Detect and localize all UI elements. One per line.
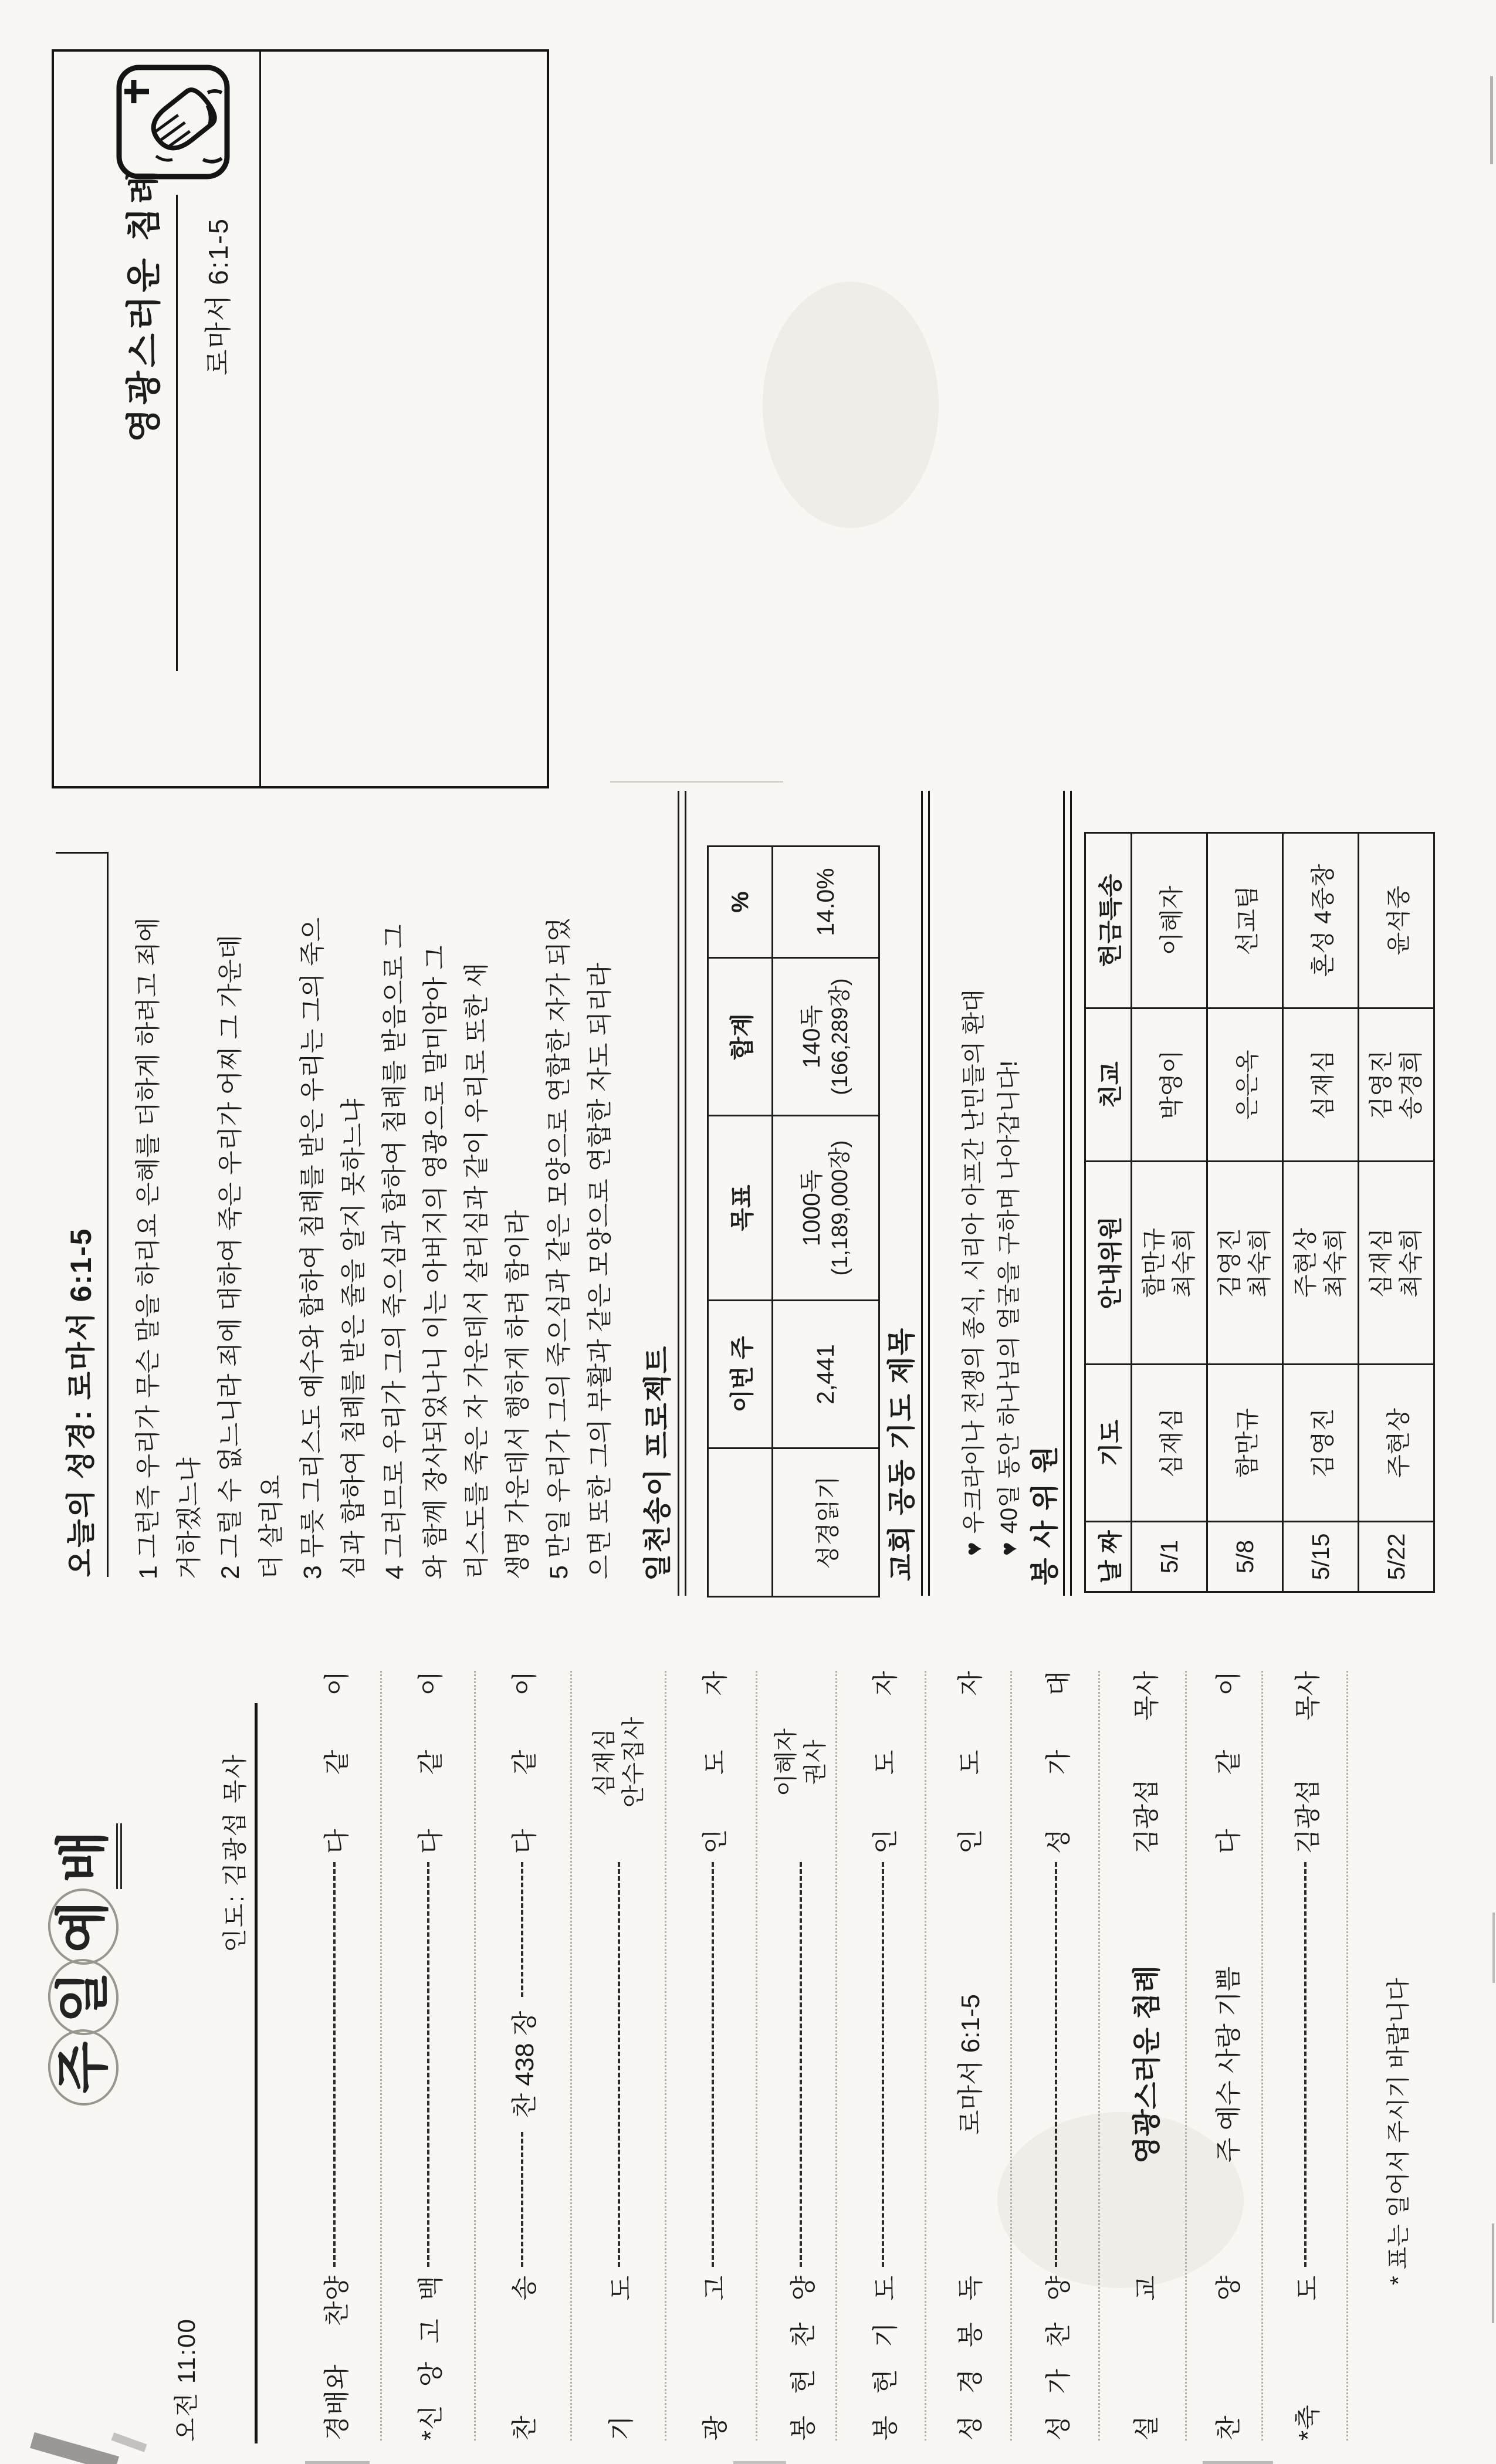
title-char: 주 bbox=[50, 2035, 116, 2100]
scan-smudge bbox=[1490, 76, 1493, 164]
value-line: 심재심 bbox=[591, 1728, 617, 1796]
usher-name: 심재심 bbox=[1367, 1228, 1395, 1298]
worship-item-label: 경배와 찬양 bbox=[323, 2275, 351, 2441]
column-header: 안내위원 bbox=[1085, 1162, 1132, 1365]
leader-dashes bbox=[618, 1862, 620, 2267]
column-header: 이번 주 bbox=[708, 1301, 773, 1448]
leader-dashes bbox=[1055, 1862, 1057, 2267]
title-char: 예 bbox=[50, 1894, 116, 1959]
goal-cell bbox=[773, 1116, 879, 1301]
prayer-item-text: 40일 동안 하나님의 얼굴을 구하며 나아갑니다! bbox=[996, 1060, 1022, 1534]
verse-line: 거하겠느냐 bbox=[175, 1457, 204, 1579]
total-pages: (166,289장) bbox=[828, 978, 853, 1095]
goal-value: 1000독 bbox=[798, 1169, 825, 1247]
special-offering-cell: 윤석중 bbox=[1359, 833, 1434, 1008]
date-cell: 5/15 bbox=[1283, 1522, 1359, 1592]
bulletin-title bbox=[50, 1819, 122, 2100]
verse-line: 생명 가운데서 행하게 하려 함이라 bbox=[504, 1210, 532, 1579]
worship-row bbox=[1191, 1671, 1261, 2441]
prayer-heading-rule bbox=[921, 791, 930, 1596]
leader-dashes bbox=[521, 1862, 523, 1997]
cover-title: 영광스러운 침례 bbox=[124, 166, 164, 442]
row-separator bbox=[1098, 1671, 1100, 2441]
prayer-item bbox=[955, 989, 989, 1556]
verse-line: 4 그러므로 우리가 그의 죽으심과 합하여 침례를 받음으로 그 bbox=[381, 924, 409, 1579]
roster-heading-rule bbox=[1063, 791, 1072, 1596]
stand-footnote: * 표는 일어서 주시기 바랍니다 bbox=[1386, 1978, 1412, 2285]
this-week-cell: 2,441 bbox=[773, 1301, 879, 1448]
leader-dashes bbox=[1304, 1862, 1307, 2267]
worship-item-label: 광 고 bbox=[701, 2275, 730, 2441]
row-separator bbox=[925, 1671, 926, 2441]
row-separator bbox=[570, 1671, 572, 2441]
column-header: 날 짜 bbox=[1085, 1522, 1132, 1592]
column-header: 목표 bbox=[708, 1116, 773, 1301]
hands-shape bbox=[145, 86, 219, 156]
special-offering-cell: 이혜자 bbox=[1132, 833, 1207, 1008]
anthem-title: 주 예수 사랑 기쁨 bbox=[1214, 1966, 1243, 2163]
usher-cell bbox=[1283, 1162, 1359, 1365]
worship-row bbox=[487, 1671, 557, 2441]
verse-line: 리스도를 죽은 자 가운데서 살리심과 같이 우리로 또한 새 bbox=[463, 963, 491, 1579]
column-header: % bbox=[708, 847, 773, 958]
worship-item-value: 인 도 자 bbox=[871, 1671, 900, 1854]
total-cell bbox=[773, 958, 879, 1116]
header-rule bbox=[255, 1703, 258, 2443]
table-row bbox=[1283, 833, 1359, 1592]
verse-line: 5 만일 우리가 그의 죽으심과 같은 모양으로 연합한 자가 되었 bbox=[545, 917, 573, 1579]
column-header: 기도 bbox=[1085, 1365, 1132, 1522]
worship-item-label: *축 도 bbox=[1294, 2275, 1322, 2441]
reading-reference: 로마서 6:1-5 bbox=[956, 1993, 985, 2135]
scan-smudge bbox=[733, 2461, 786, 2464]
table-header-row bbox=[1085, 833, 1132, 1592]
fellowship-name: 김영진 bbox=[1367, 1050, 1395, 1120]
usher-cell bbox=[1132, 1162, 1207, 1365]
row-separator bbox=[1010, 1671, 1012, 2441]
prayer-cell: 김영진 bbox=[1283, 1365, 1359, 1522]
table-header-row bbox=[708, 847, 773, 1597]
worship-item-value: 성 가 대 bbox=[1044, 1671, 1073, 1854]
fellowship-cell: 심재심 bbox=[1283, 1008, 1359, 1162]
worship-row bbox=[1109, 1671, 1179, 2441]
service-leader: 인도: 김광섭 목사 bbox=[221, 1753, 249, 1952]
worship-row bbox=[1021, 1671, 1091, 2441]
scan-smudge bbox=[1492, 2223, 1494, 2323]
hymn-number: 찬 438 장 bbox=[510, 2011, 539, 2118]
leader-dashes bbox=[712, 1862, 714, 2267]
fellowship-cell: 박영이 bbox=[1132, 1008, 1207, 1162]
project-heading: 일천송이 프로젝트 bbox=[642, 1345, 673, 1581]
prayer-heading: 교회 공동 기도 제목 bbox=[886, 1327, 918, 1581]
usher-name: 최숙희 bbox=[1322, 1228, 1349, 1298]
date-cell: 5/8 bbox=[1207, 1522, 1283, 1592]
column-header bbox=[708, 1448, 773, 1597]
service-time: 오전 11:00 bbox=[172, 2318, 200, 2442]
table-row bbox=[1132, 833, 1207, 1592]
usher-name: 함만규 bbox=[1140, 1228, 1167, 1298]
worship-row bbox=[848, 1671, 918, 2441]
verse-line: 으면 또한 그의 부활과 같은 모양으로 연합한 자도 되리라 bbox=[586, 963, 614, 1579]
total-value: 140독 bbox=[798, 1005, 825, 1069]
scan-smudge bbox=[30, 2432, 119, 2464]
verse-line: 3 무릇 그리스도 예수와 합하여 침례를 받은 우리는 그의 죽으 bbox=[299, 917, 327, 1579]
prayer-cell: 심재심 bbox=[1132, 1365, 1207, 1522]
worship-item-label: 설 교 bbox=[1132, 2275, 1161, 2441]
leader-dashes bbox=[427, 1862, 429, 2267]
fellowship-name: 송경희 bbox=[1397, 1050, 1424, 1120]
row-separator bbox=[1185, 1671, 1187, 2441]
verse-line: 와 함께 장사되었나니 이는 아버지의 영광으로 말미암아 그 bbox=[422, 945, 450, 1579]
date-cell: 5/22 bbox=[1359, 1522, 1434, 1592]
special-offering-cell: 선교팀 bbox=[1207, 833, 1283, 1008]
special-offering-cell: 혼성 4중창 bbox=[1283, 833, 1359, 1008]
worship-item-label: 찬 양 bbox=[1214, 2275, 1243, 2441]
cover-title-rule bbox=[176, 195, 178, 671]
leader-dashes bbox=[882, 1862, 884, 2267]
usher-name: 최숙희 bbox=[1170, 1228, 1197, 1298]
worship-item-label: *신 앙 고 백 bbox=[417, 2275, 445, 2441]
value-line: 권사 bbox=[803, 1739, 828, 1785]
worship-row bbox=[299, 1671, 370, 2441]
usher-cell bbox=[1207, 1162, 1283, 1365]
row-separator bbox=[835, 1671, 837, 2441]
prayer-cell: 함만규 bbox=[1207, 1365, 1283, 1522]
table-row bbox=[1207, 833, 1283, 1592]
usher-cell bbox=[1359, 1162, 1434, 1365]
scripture-text bbox=[128, 834, 621, 1579]
worship-row bbox=[766, 1671, 836, 2441]
worship-item-label: 성 경 봉 독 bbox=[956, 2275, 985, 2441]
fellowship-cell: 은은옥 bbox=[1207, 1008, 1283, 1162]
row-separator bbox=[1261, 1671, 1263, 2441]
volunteer-roster-table bbox=[1084, 832, 1435, 1593]
scan-smudge bbox=[1203, 2461, 1273, 2464]
worship-item-label: 찬 송 bbox=[510, 2275, 539, 2441]
worship-item-label: 봉 헌 기 도 bbox=[871, 2275, 900, 2441]
worship-row bbox=[933, 1671, 1003, 2441]
usher-name: 주현상 bbox=[1291, 1228, 1319, 1298]
row-label-cell: 성경읽기 bbox=[773, 1448, 879, 1597]
usher-name: 최숙희 bbox=[1397, 1228, 1424, 1298]
table-row bbox=[1359, 833, 1434, 1592]
roster-heading: 봉 사 위 원 bbox=[1030, 1444, 1061, 1585]
project-heading-rule bbox=[678, 791, 686, 1596]
scripture-heading-rule bbox=[107, 852, 109, 1577]
worship-item-value: 다 같 이 bbox=[323, 1671, 351, 1854]
leader-dashes bbox=[333, 1862, 336, 2267]
bible-reading-table bbox=[707, 845, 880, 1597]
prayer-cell: 주현상 bbox=[1359, 1365, 1434, 1522]
goal-pages: (1,189,000장) bbox=[828, 1140, 853, 1276]
worship-item-value: 김광섭 목사 bbox=[1294, 1671, 1322, 1854]
row-separator bbox=[665, 1671, 666, 2441]
percent-cell: 14.0% bbox=[773, 847, 879, 958]
sermon-title: 영광스러운 침례 bbox=[1131, 1965, 1163, 2164]
leader-dashes bbox=[521, 2132, 523, 2267]
column-header: 친교 bbox=[1085, 1008, 1132, 1162]
cover-box bbox=[52, 49, 549, 788]
column-header: 합계 bbox=[708, 958, 773, 1116]
worship-item-label: 기 도 bbox=[607, 2275, 636, 2441]
worship-item-value: 인 도 자 bbox=[956, 1671, 985, 1854]
scan-smudge bbox=[305, 2461, 370, 2464]
worship-item-value: 김광섭 목사 bbox=[1132, 1671, 1161, 1854]
heart-icon: ♥ bbox=[996, 1542, 1022, 1556]
worship-row bbox=[393, 1671, 463, 2441]
value-line: 이혜자 bbox=[773, 1728, 799, 1796]
column-header: 헌금특송 bbox=[1085, 833, 1132, 1008]
worship-item-value bbox=[771, 1671, 830, 1854]
worship-item-value: 인 도 자 bbox=[701, 1671, 730, 1854]
usher-name: 최숙희 bbox=[1246, 1228, 1273, 1298]
title-char: 배 bbox=[50, 1823, 122, 1889]
worship-item-value: 다 같 이 bbox=[417, 1671, 445, 1854]
praying-hands-cross-icon bbox=[115, 63, 231, 181]
worship-item-value: 다 같 이 bbox=[510, 1671, 539, 1854]
prayer-item-text: 우크라이나 전쟁의 종식, 시리아 아프간 난민들의 환대 bbox=[961, 989, 987, 1534]
heart-icon: ♥ bbox=[961, 1542, 987, 1556]
table-row bbox=[773, 847, 879, 1597]
worship-item-value bbox=[590, 1671, 648, 1854]
row-separator bbox=[474, 1671, 476, 2441]
row-separator bbox=[756, 1671, 757, 2441]
verse-line: 1 그런즉 우리가 무슨 말을 하리요 은혜를 더하게 하려고 죄에 bbox=[134, 917, 163, 1579]
verse-line: 심과 합하여 침례를 받은 줄을 알지 못하느냐 bbox=[340, 1098, 368, 1579]
fold-crease bbox=[610, 781, 783, 783]
date-cell: 5/1 bbox=[1132, 1522, 1207, 1592]
value-line: 안수집사 bbox=[621, 1717, 647, 1808]
worship-row bbox=[584, 1671, 654, 2441]
row-separator bbox=[1346, 1671, 1348, 2441]
prayer-item bbox=[990, 1061, 1024, 1556]
scripture-heading-tick bbox=[56, 852, 109, 854]
worship-row bbox=[1270, 1671, 1341, 2441]
scan-smudge bbox=[111, 2432, 147, 2452]
leader-dashes bbox=[800, 1862, 802, 2267]
paper-blotch bbox=[763, 282, 939, 528]
title-char: 일 bbox=[50, 1964, 116, 2030]
cover-scripture-ref: 로마서 6:1-5 bbox=[203, 218, 233, 375]
usher-name: 김영진 bbox=[1216, 1228, 1243, 1298]
fellowship-cell bbox=[1359, 1008, 1434, 1162]
scan-smudge bbox=[1492, 1913, 1495, 1983]
worship-item-label: 봉 헌 찬 양 bbox=[789, 2275, 818, 2441]
scripture-heading: 오늘의 성경: 로마서 6:1-5 bbox=[65, 1227, 97, 1577]
worship-item-value: 다 같 이 bbox=[1214, 1671, 1243, 1854]
verse-line: 2 그럴 수 없느니라 죄에 대하여 죽은 우리가 어찌 그 가운데 bbox=[216, 935, 245, 1579]
verse-line: 더 살리요 bbox=[258, 1474, 286, 1579]
row-separator bbox=[380, 1671, 382, 2441]
cover-divider-rule bbox=[259, 49, 261, 788]
cross-icon bbox=[124, 80, 149, 103]
worship-row bbox=[678, 1671, 748, 2441]
worship-item-label: 성 가 찬 양 bbox=[1044, 2275, 1073, 2441]
